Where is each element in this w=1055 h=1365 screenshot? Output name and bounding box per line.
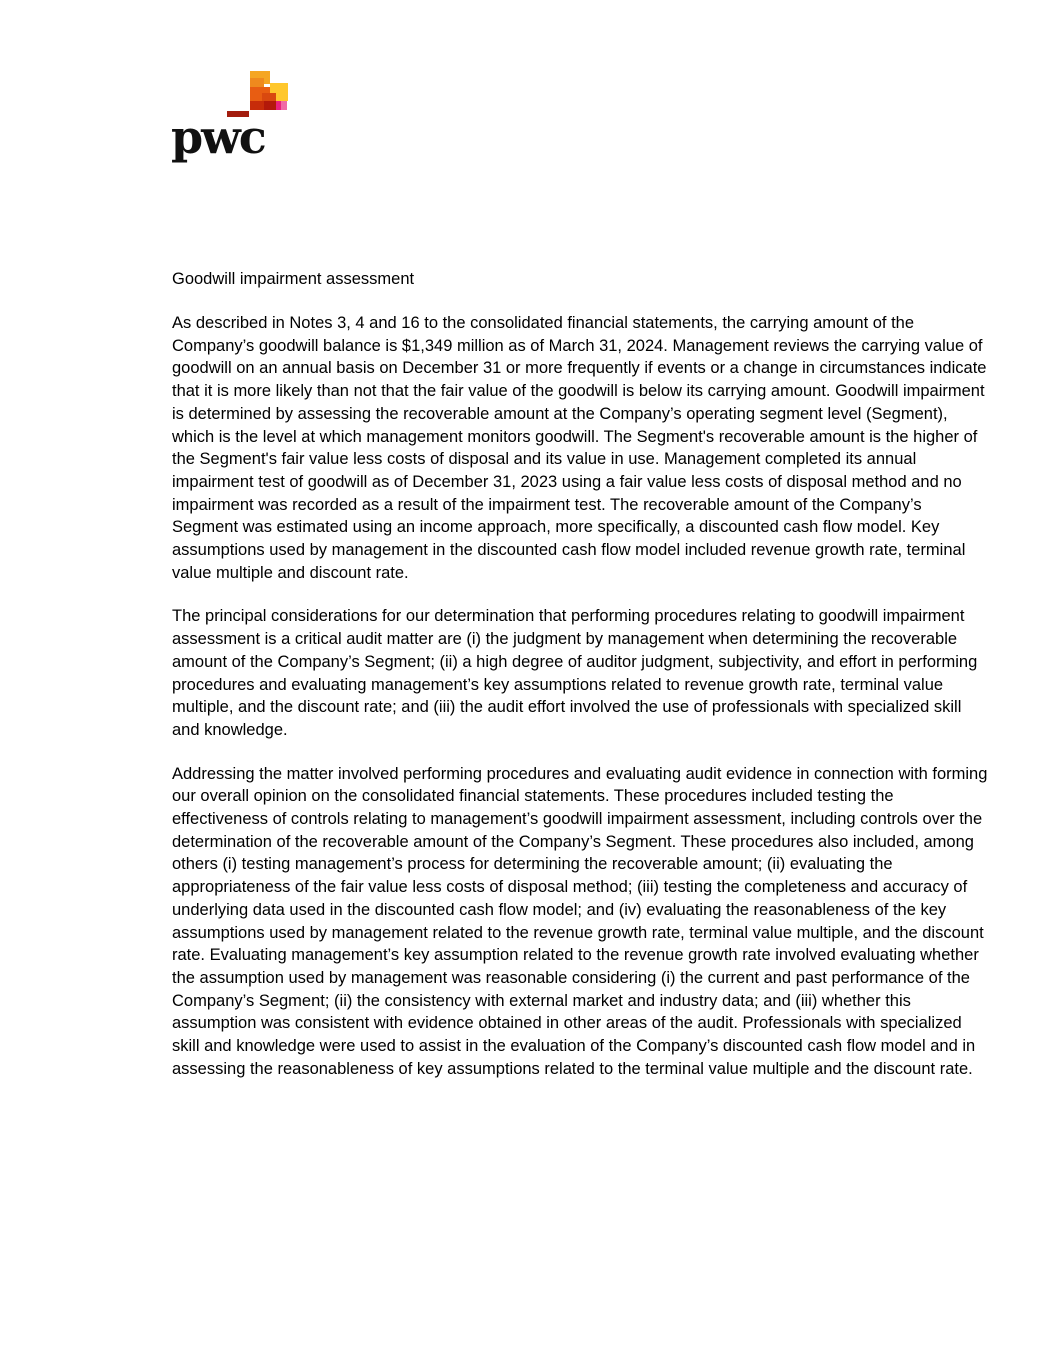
paragraph-principal-considerations: The principal considerations for our determination that performing procedures relating to goodwill impairment assessment is a critical audit matter are (i) the judgment by management when determining the recoverable amount of the Company’s Segment; (ii) a high degree of auditor judgment, subjectivity, and effort in performing procedures and evaluating management’s key assumptions related to revenue growth rate, terminal value multiple, and the discount rate; and (iii) the audit effort involved the use of professionals with specialized skill and knowledge.: [172, 607, 978, 739]
section-heading: Goodwill impairment assessment: [172, 270, 415, 288]
pwc-logo: [171, 70, 301, 170]
document-section: [172, 268, 990, 1102]
paragraph-description: As described in Notes 3, 4 and 16 to the consolidated financial statements, the carrying amount of the Company’s goodwill balance is $1,349 million as of March 31, 2024. Management reviews the carrying value of goodwill on an annual basis on December 31 or more frequently if events or a change in circumstances indicate that it is more likely than not that the fair value of the goodwill is below its carrying amount. Goodwill impairment is determined by assessing the recoverable amount at the Company’s operating segment level (Segment), which is the level at which management monitors goodwill. The Segment's recoverable amount is the higher of the Segment's fair value less costs of disposal and its value in use. Management completed its annual impairment test of goodwill as of December 31, 2023 using a fair value less costs of disposal method and no impairment was recorded as a result of the impairment test. The recoverable amount of the Company’s Segment was estimated using an income approach, more specifically, a discounted cash flow model. Key assumptions used by management in the discounted cash flow model included revenue growth rate, terminal value multiple and discount rate.: [172, 314, 987, 582]
paragraph-addressing-matter: Addressing the matter involved performing procedures and evaluating audit evidence in connection with forming our overall opinion on the consolidated financial statements. These procedures included testing the effectiveness of controls relating to management’s goodwill impairment assessment, including controls over the determination of the recoverable amount of the Company’s Segment. These procedures also included, among others (i) testing management’s process for determining the recoverable amount; (ii) evaluating the appropriateness of the fair value less costs of disposal method; (iii) testing the completeness and accuracy of underlying data used in the discounted cash flow model; and (iv) evaluating the reasonableness of the key assumptions used by management related to the revenue growth rate, terminal value multiple, and the discount rate. Evaluating management’s key assumption related to the revenue growth rate involved evaluating whether the assumption used by management was reasonable considering (i) the current and past performance of the Company’s Segment; (ii) the consistency with external market and industry data; and (iii) whether this assumption was consistent with evidence obtained in other areas of the audit. Professionals with specialized skill and knowledge were used to assist in the evaluation of the Company’s discounted cash flow model and in assessing the reasonableness of key assumptions related to the terminal value multiple and the discount rate.: [172, 764, 988, 1078]
pwc-logo-text: pwc: [171, 110, 265, 164]
